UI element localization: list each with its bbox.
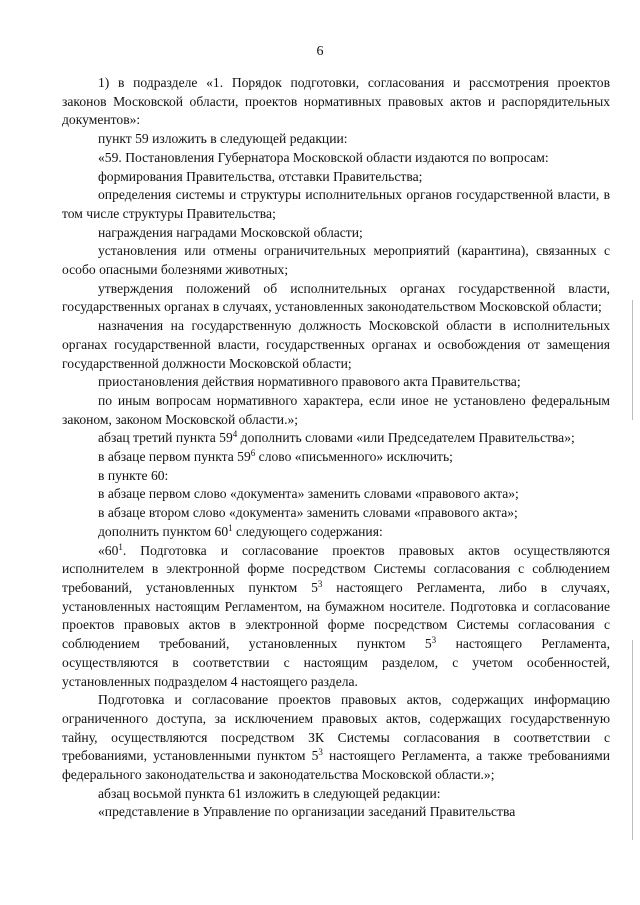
paragraph: абзац третий пункта $59^4$ дополнить словами «или Председателем Правительства»; — [98, 429, 575, 446]
paragraph: абзац восьмой пункта 61 изложить в следующей редакции: — [98, 785, 441, 801]
paragraph: в абзаце первом пункта $59^6$ слово «письменного» исключить; — [98, 448, 453, 465]
paragraph: 1) в подразделе «1. Порядок подготовки, согласования и рассмотрения проектов законов Московской области, проектов нормативных правовых актов и распорядительных документов»: — [62, 75, 610, 128]
paragraph: приостановления действия нормативного правового акта Правительства; — [98, 374, 521, 390]
paragraph: по иным вопросам нормативного характера, если иное не установлено федеральным законом, законом Московской области.»; — [62, 392, 610, 427]
document-body — [62, 74, 610, 822]
paragraph: пункт 59 изложить в следующей редакции: — [98, 131, 348, 147]
paragraph: в пункте 60: — [98, 467, 169, 483]
paragraph: установления или отмены ограничительных мероприятий (карантина), связанных с особо опасными болезнями животных; — [62, 243, 610, 278]
paragraph: определения системы и структуры исполнительных органов государственной власти, в том числе структуры Правительства; — [62, 187, 610, 221]
paragraph: назначения на государственную должность Московской области в исполнительных органах государственной власти, государственных органах и освобождения от замещения государственной должности Московской области; — [62, 318, 610, 371]
paragraph: награждения наградами Московской области; — [98, 224, 363, 240]
paragraph: в абзаце первом слово «документа» заменить словами «правового акта»; — [98, 486, 519, 502]
paragraph: утверждения положений об исполнительных органах государственной власти, государственных органах в случаях, установленных законодательством Московской области; — [62, 280, 610, 315]
paragraph: Подготовка и согласование проектов правовых актов, содержащих информацию ограниченного доступа, за исключением правовых актов, содержащих государственную тайну, осуществляются посредством ЗК Системы согласования в соответствии с требованиями, установленными пунктом $5^3$ настоящего Регламента, а также требованиями федерального законодательства и законодательства Московской области.»; — [62, 692, 610, 783]
scan-margin-line — [632, 300, 633, 420]
paragraph: «59. Постановления Губернатора Московской области издаются по вопросам: — [98, 149, 549, 165]
paragraph: формирования Правительства, отставки Правительства; — [98, 168, 423, 184]
paragraph: «представление в Управление по организации заседаний Правительства — [98, 804, 516, 820]
page-number: 6 — [316, 44, 324, 59]
paragraph: «$60^1$. Подготовка и согласование проектов правовых актов осуществляются исполнителем в электронной форме посредством Системы согласования с соблюдением требований, установленных пунктом $5^3$ настоящего Регламента, либо в случаях, установленных настоящим Регламентом, на бумажном носителе. Подготовка и согласование проектов правовых актов в электронной форме посредством Системы согласования с соблюдением требований, установленных пунктом $5^3$ настоящего Регламента, осуществляются в соответствии с настоящим разделом, с учетом особенностей, установленных подразделом 4 настоящего раздела. — [62, 541, 610, 689]
paragraph: в абзаце втором слово «документа» заменить словами «правового акта»; — [98, 505, 518, 521]
paragraph: дополнить пунктом $60^1$ следующего содержания: — [98, 522, 383, 539]
scan-margin-line — [632, 640, 633, 840]
